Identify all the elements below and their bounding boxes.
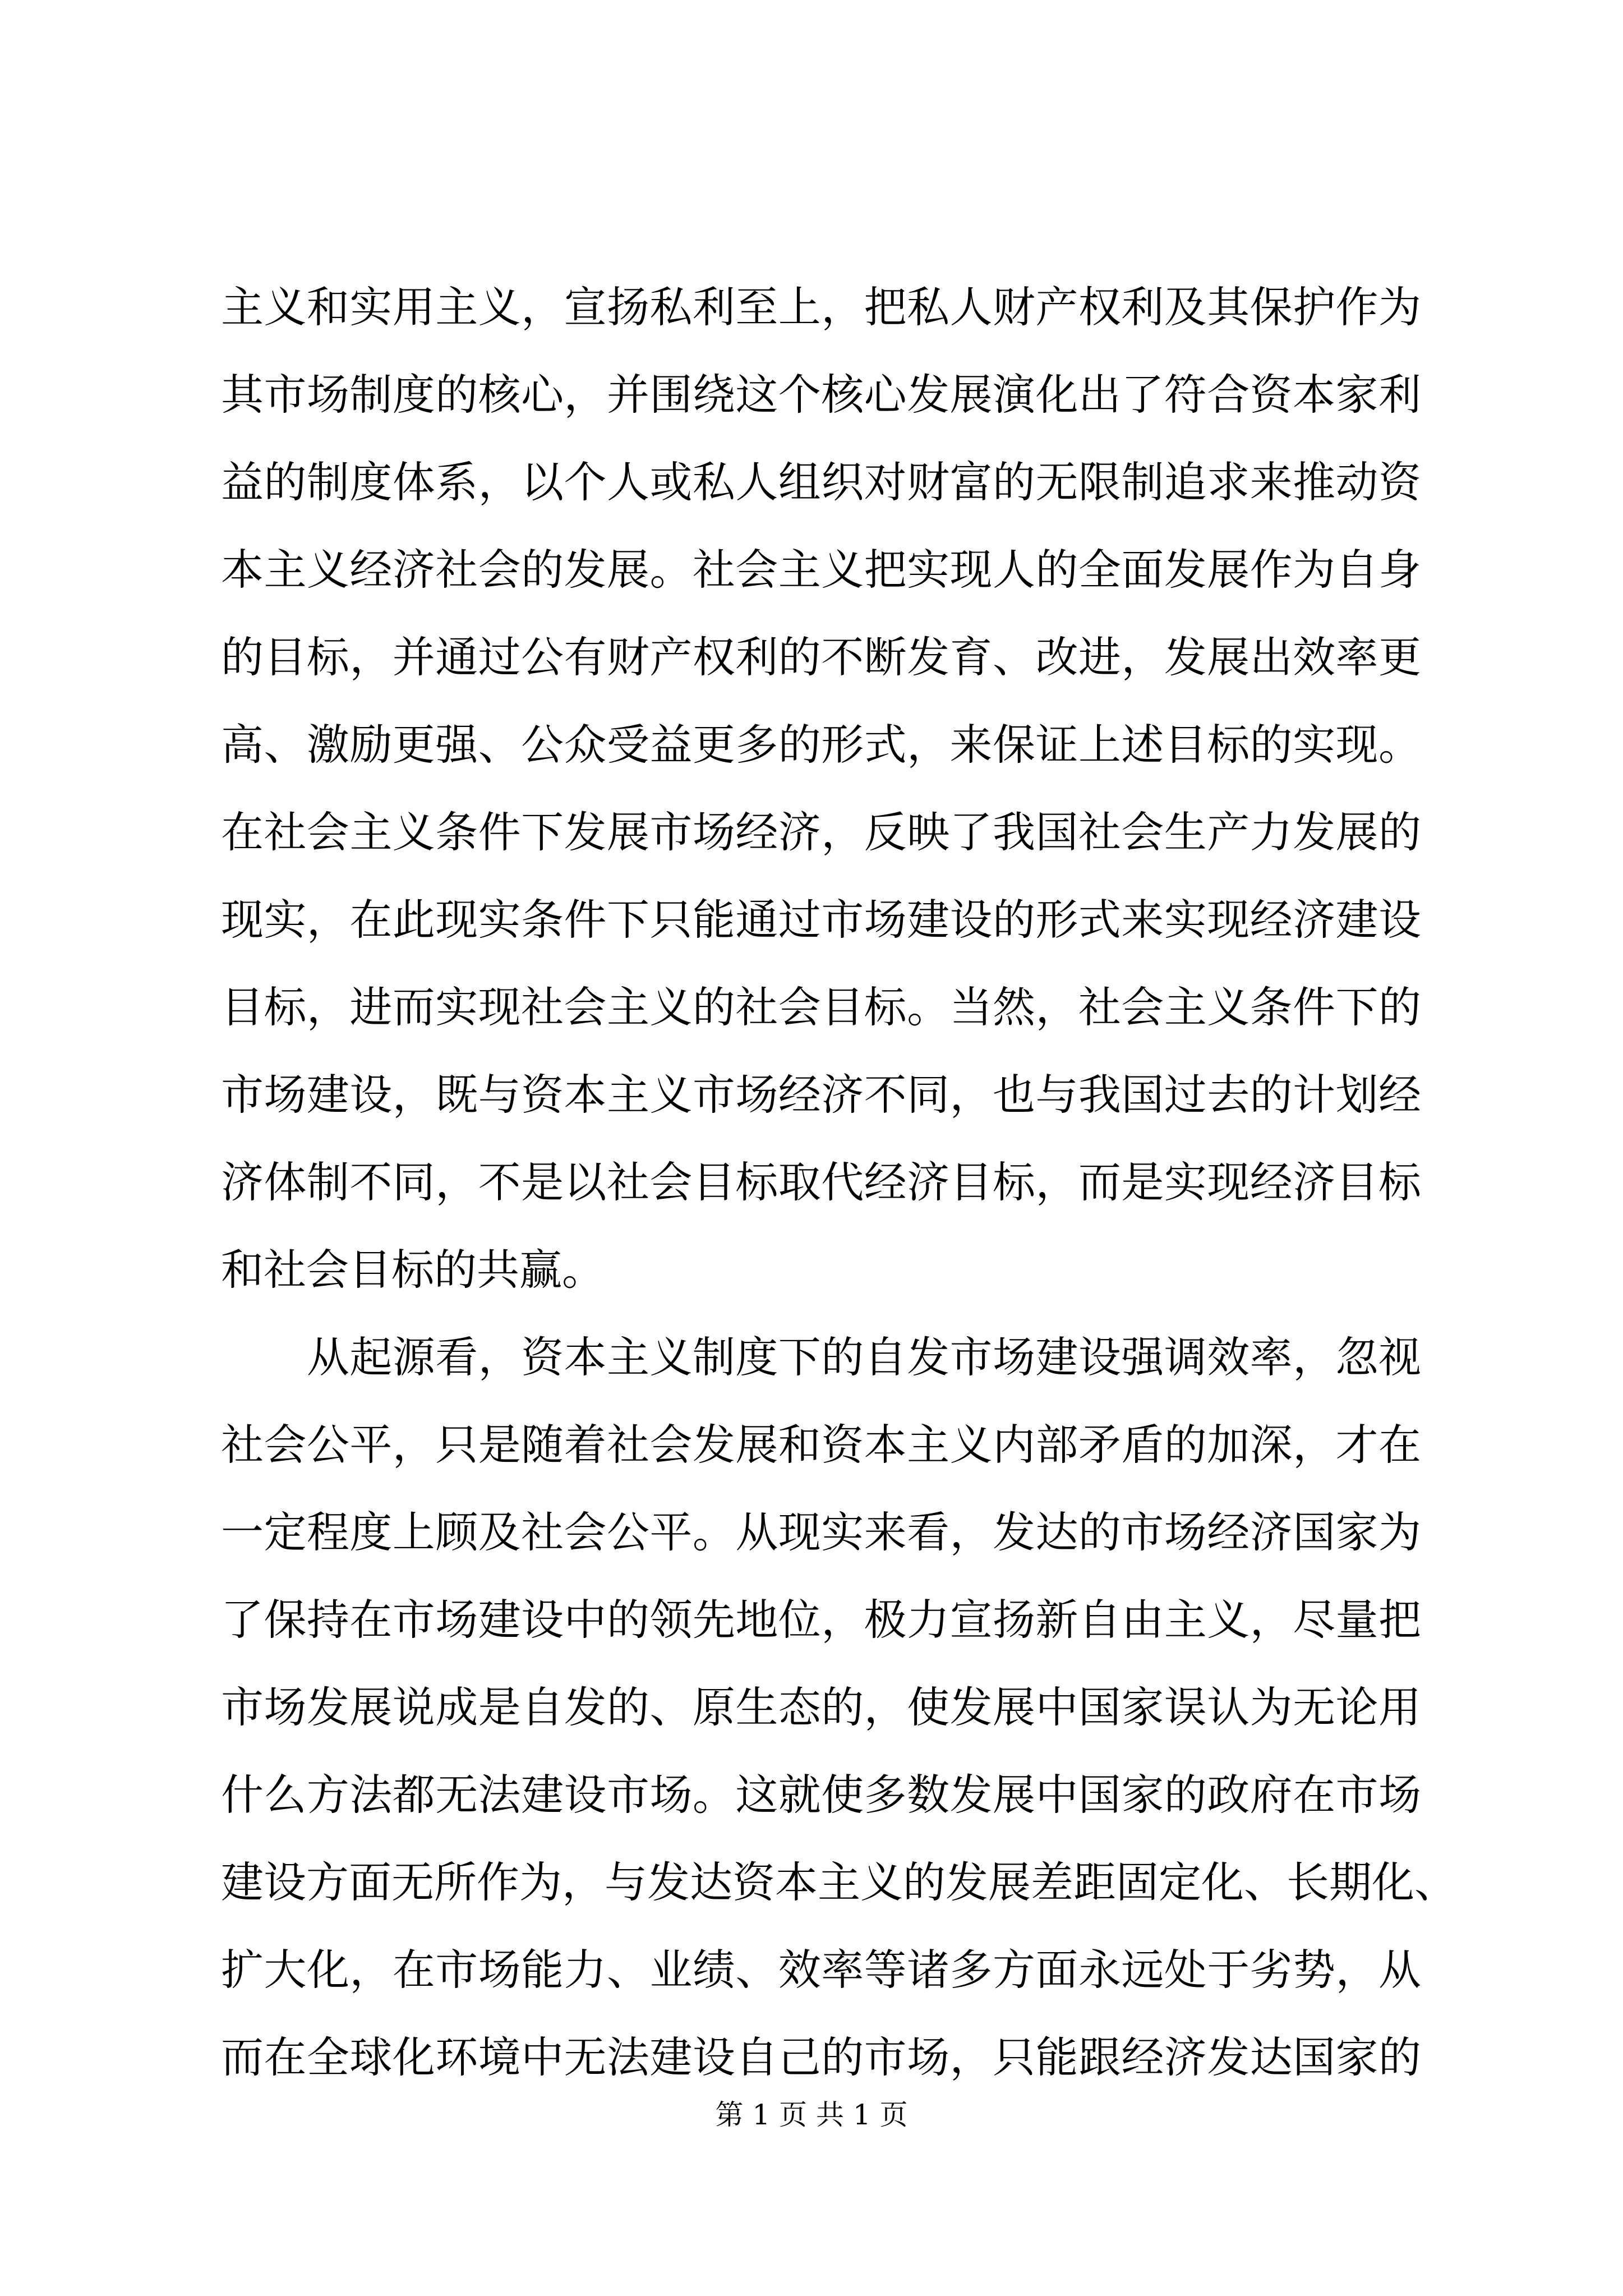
text-line: 高、激励更强、公众受益更多的形式，来保证上述目标的实现。 [221, 720, 1421, 770]
text-line: 本主义经济社会的发展。社会主义把实现人的全面发展作为自身 [221, 545, 1421, 595]
text-line: 在社会主义条件下发展市场经济，反映了我国社会生产力发展的 [221, 807, 1421, 857]
text-line: 其市场制度的核心，并围绕这个核心发展演化出了符合资本家利 [221, 370, 1421, 420]
text-line: 济体制不同，不是以社会目标取代经济目标，而是实现经济目标 [221, 1157, 1421, 1207]
text-line: 现实，在此现实条件下只能通过市场建设的形式来实现经济建设 [221, 895, 1421, 945]
text-line: 市场发展说成是自发的、原生态的，使发展中国家误认为无论用 [221, 1682, 1421, 1732]
paragraph-first-line: 从起源看，资本主义制度下的自发市场建设强调效率，忽视 [221, 1332, 1421, 1382]
text-line: 而在全球化环境中无法建设自己的市场，只能跟经济发达国家的 [221, 2032, 1421, 2082]
text-line: 市场建设，既与资本主义市场经济不同，也与我国过去的计划经 [221, 1070, 1421, 1120]
page-number: 第 1 页 共 1 页 [715, 2099, 908, 2131]
text-line: 了保持在市场建设中的领先地位，极力宣扬新自由主义，尽量把 [221, 1595, 1421, 1645]
page-footer [0, 2095, 1623, 2134]
text-line: 目标，进而实现社会主义的社会目标。当然，社会主义条件下的 [221, 982, 1421, 1032]
paragraph-end-line: 和社会目标的共赢。 [221, 1245, 605, 1295]
text-line: 什么方法都无法建设市场。这就使多数发展中国家的政府在市场 [221, 1770, 1421, 1820]
text-line: 建设方面无所作为，与发达资本主义的发展差距固定化、长期化、 [221, 1857, 1457, 1907]
text-line: 益的制度体系，以个人或私人组织对财富的无限制追求来推动资 [221, 457, 1421, 507]
text-line: 一定程度上顾及社会公平。从现实来看，发达的市场经济国家为 [221, 1507, 1421, 1557]
body-text [221, 264, 1457, 2101]
text-line: 的目标，并通过公有财产权利的不断发育、改进，发展出效率更 [221, 632, 1421, 682]
text-line: 扩大化，在市场能力、业绩、效率等诸多方面永远处于劣势，从 [221, 1945, 1421, 1995]
text-line: 社会公平，只是随着社会发展和资本主义内部矛盾的加深，才在 [221, 1420, 1421, 1470]
text-line: 主义和实用主义，宣扬私利至上，把私人财产权利及其保护作为 [221, 282, 1421, 332]
